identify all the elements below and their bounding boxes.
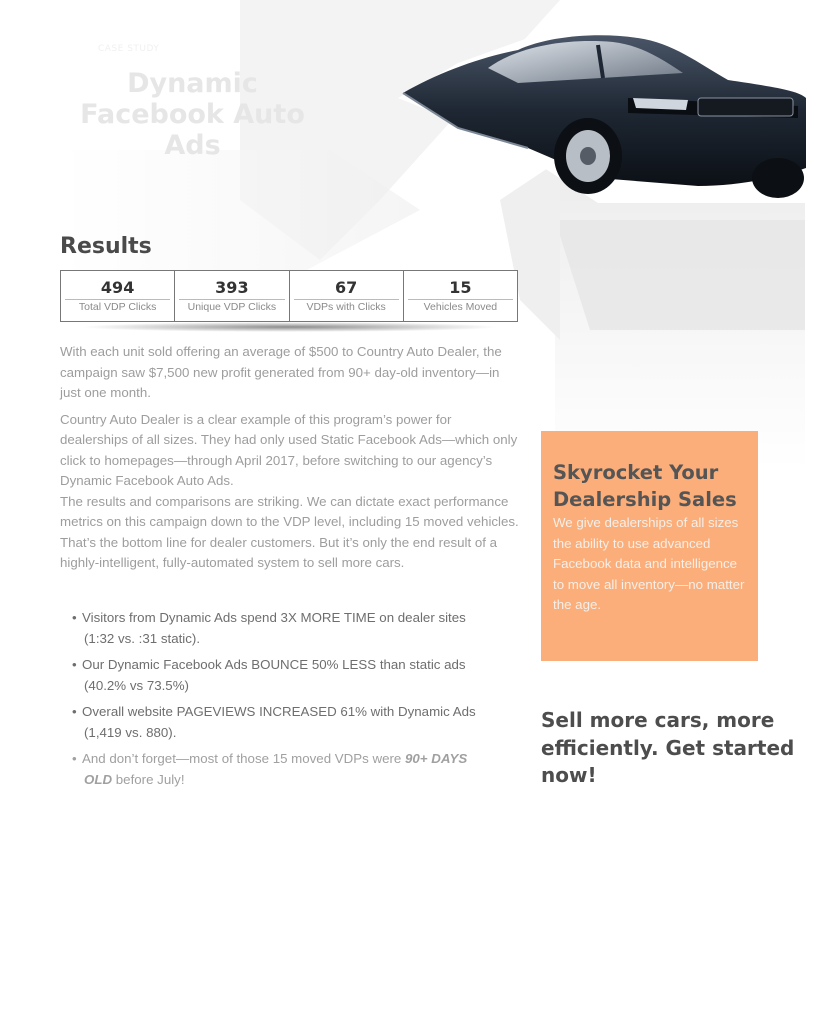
list-item (72, 702, 512, 743)
list-item (72, 655, 512, 696)
bullet-text: And don’t forget—most of those 15 moved VDPs were (82, 751, 405, 766)
stats-shadow (80, 322, 500, 332)
stat-label: Vehicles Moved (408, 299, 513, 313)
stat-value: 15 (449, 278, 472, 297)
car-image (398, 28, 808, 203)
stat-unique-vdp-clicks (175, 271, 289, 321)
stat-value: 393 (215, 278, 249, 297)
case-study-eyebrow: CASE STUDY (98, 44, 160, 54)
bullet-text: Visitors from Dynamic Ads spend 3X MORE TIME on dealer sites (82, 610, 466, 625)
bullet-detail: (1:32 vs. :31 static). (84, 630, 201, 646)
bullet-text: Overall website PAGEVIEWS INCREASED 61% with Dynamic Ads (82, 704, 476, 719)
body-paragraph-2: Country Auto Dealer is a clear example of this program’s power for dealerships of all sizes. They had only used Static Facebook Ads—which only click to homepages—through April 2017, before switching to our agency’s Dynamic Facebook Auto Ads. (60, 411, 518, 488)
stat-label: Total VDP Clicks (65, 299, 170, 313)
stat-total-vdp-clicks (61, 271, 175, 321)
body-paragraph-3: The results and comparisons are striking. We can dictate exact performance metrics on this campaign down to the VDP level, including 15 moved vehicles. That’s the bottom line for dealer customers. But it’s only the end result of a highly-intelligent, fully-automated system to sell more cars. (60, 493, 519, 570)
bullet-emphasis: 90+ DAYS (404, 751, 468, 766)
stat-value: 494 (100, 278, 135, 297)
bullet-detail: (40.2% vs 73.5%) (84, 677, 189, 693)
promo-title: Skyrocket Your Dealership Sales (553, 461, 737, 511)
bullet-text: Our Dynamic Facebook Ads BOUNCE 50% LESS than static ads (82, 657, 466, 672)
results-stats-table (60, 270, 518, 322)
list-item (72, 608, 512, 649)
stat-label: VDPs with Clicks (294, 299, 399, 313)
body-copy (60, 342, 520, 580)
page-title: Dynamic Facebook Auto Ads (80, 68, 305, 161)
stat-vehicles-moved (404, 271, 517, 321)
stat-vdps-with-clicks (290, 271, 404, 321)
body-paragraph-1: With each unit sold offering an average of $500 to Country Auto Dealer, the campaign saw $7,500 new profit generated from 90+ day-old inventory—in just one month. (60, 344, 502, 400)
bullet-emphasis: OLD (84, 771, 113, 787)
stat-value: 67 (334, 278, 358, 297)
call-to-action: Sell more cars, more efficiently. Get started now! (541, 708, 795, 787)
promo-box (541, 431, 758, 661)
promo-text: We give dealerships of all sizes the ability to use advanced Facebook data and intelligence to move all inventory—no matter the age. (553, 515, 745, 612)
results-bullet-list (72, 608, 512, 796)
results-heading: Results (60, 234, 152, 259)
bullet-detail: (1,419 vs. 880). (84, 724, 177, 740)
bullet-text: before July! (112, 771, 185, 787)
stat-label: Unique VDP Clicks (179, 299, 284, 313)
list-item (72, 749, 512, 790)
